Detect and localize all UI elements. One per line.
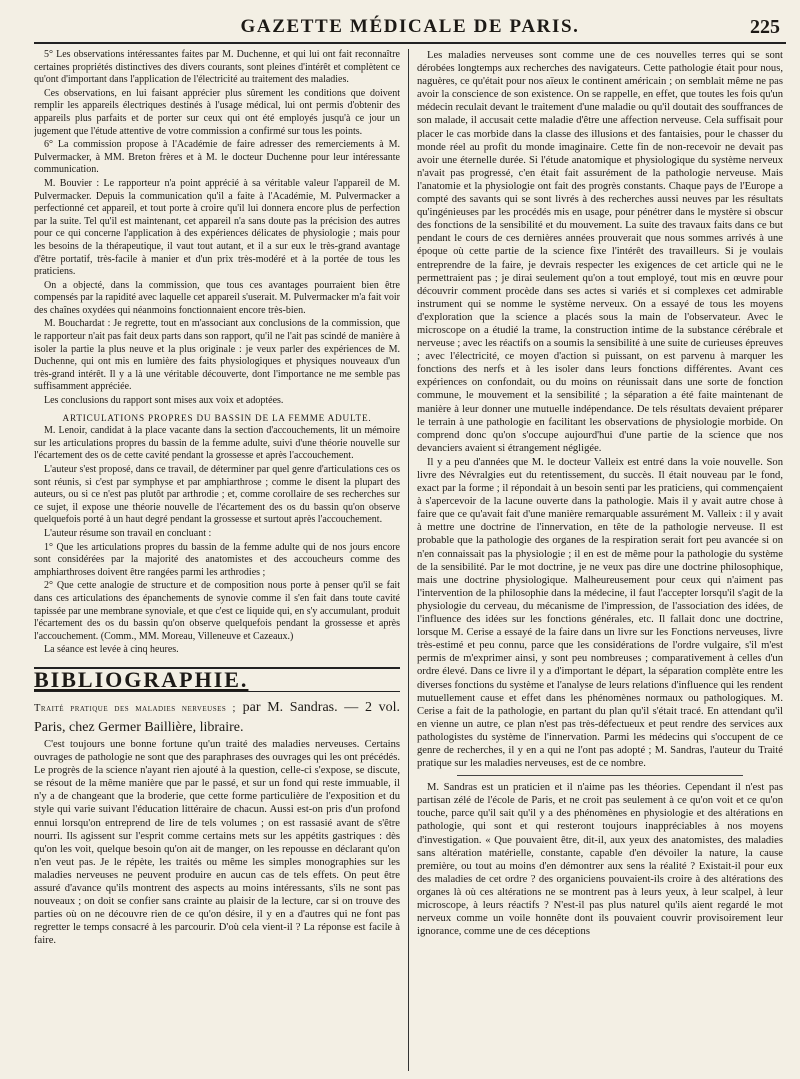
paragraph: 2° Que cette analogie de structure et de composition nous porte à penser qu'il se fait dans ces articulations des épanchements de synovie comme il s'en fait dans toute cavité tapissée par une membrane synoviale, et que c'est ce liquide qui, en s'y accumulant, produit l'écartement des os du bassin qu'on observe quelquefois pendant la grossesse et après l'accouchement. (Comm., MM. Moreau, Villeneuve et Cazeaux.) xyxy=(34,580,400,642)
paragraph: L'auteur s'est proposé, dans ce travail, de déterminer par quel genre d'articulations ces os sont réunis, si c'est par symphyse et par amphiarthrose ; comme le disent la plupart des auteurs, ou si ce n'est pas plutôt par arthrodie ; et, comme corollaire de ses recherches sur ce sujet, il expose une théorie nouvelle de l'écartement des os du bassin qu'on observe quelquefois porté à un haut degré pendant la grossesse et surtout après l'accouchement. xyxy=(34,464,400,526)
paragraph: L'auteur résume son travail en concluant : xyxy=(44,527,212,539)
bibliography-header xyxy=(34,667,400,692)
journal-title: GAZETTE MÉDICALE DE PARIS. xyxy=(240,16,580,37)
right-column xyxy=(409,49,783,1071)
paragraph: Les conclusions du rapport sont mises aux voix et adoptées. xyxy=(44,395,284,407)
book-name: Traité pratique des maladies nerveuses ; xyxy=(34,703,236,714)
paragraph: C'est toujours une bonne fortune qu'un traité des maladies nerveuses. Certains ouvrages de pathologie ne sont que des paraphrases des ouvrages qui les ont précédés. Le progrès de la science n'ayant rien ajouté à la question, celle-ci s'expose, se discute, se résout de la même manière que par le passé, et sur un fond qui reste immuable, il n'y a de changeant que la broderie, que cette forme particulière de l'exposition et du style qui varie suivant l'éducation littéraire de chacun. Aussi est-on pris d'un profond ennui lorsqu'on entreprend de lire de tels volumes ; on est rassasié avant de s'être nourri. Ils agissent sur l'esprit comme certains mets sur les appétits gastriques : dès qu'on les voit, quelque besoin qu'on ait de manger, on les repousse en déclarant qu'on n'en veut pas. Je le répète, les traités ou même les simples monographies sur les maladies nerveuses ne peuvent produire en aucun cas de tels effets. On peut être assuré d'avance qu'ils montrent des aspects au moins intéressants, s'ils ne sont pas nouveaux ; on doit se confier sans crainte au plaisir de la lecture, car si on trouve des parties où on ne découvre rien de ce qu'on désire, il y en a d'autres qui ne font pas regretter le temps consacré à les parcourir. D'où cela vient-il ? La réponse est facile à faire. xyxy=(34,739,400,947)
page-header xyxy=(34,0,786,44)
paragraph: La séance est levée à cinq heures. xyxy=(44,644,179,656)
paragraph: 5° Les observations intéressantes faites par M. Duchenne, et qui lui ont fait reconnaître certaines propriétés distinctives des divers courants, sont pleines d'intérêt et complètent ce qu'ont d'important dans l'application de l'électricité au traitement des maladies. xyxy=(34,49,400,86)
paragraph: Ces observations, en lui faisant apprécier plus sûrement les conditions que doivent remplir les appareils électriques destinés à l'usage médical, lui ont permis d'obtenir des appareils plus parfaits et de porter sur ceux qui ont été employés jusqu'à ce jour un jugement que l'étude attentive de votre commission a confirmé sur tous les points. xyxy=(34,87,400,137)
paragraph: 6° La commission propose à l'Académie de faire adresser des remerciements à M. Pulvermacker, à MM. Breton frères et à M. le docteur Duchenne pour leur intéressante communication. xyxy=(34,139,400,176)
paragraph: M. Bouchardat : Je regrette, tout en m'associant aux conclusions de la commission, que le rapporteur n'ait pas fait deux parts dans son rapport, qu'il ne l'ait pas scindé de manière à isoler la partie la plus neuve et la plus originale : je veux parler des expériences de M. Duchenne, qui ont mis en lumière des faits physiologiques et physiques nouveaux d'un très-grand intérêt. Il y a là une véritable découverte, dont l'importance ne me semble pas suffisamment appréciée. xyxy=(34,318,400,393)
bibliography-title: BIBLIOGRAPHIE. xyxy=(34,666,249,692)
paragraph: Les maladies nerveuses sont comme une de ces nouvelles terres qui se sont dérobées longtemps aux recherches des navigateurs. Cette pathologie était pour nous, naguères, ce qu'était pour nos aïeux le continent américain ; on semblait même ne pas avoir la conscience de son existence. On se rappelle, en effet, que toutes les fois qu'un médecin reculait devant le traitement d'une maladie ou qu'il doutait des souffrances de son malade, il accusait cette maladie d'être une affection nerveuse. Cela suffisait pour placer le cas morbide dans la classe des illusions et des fantaisies, pour le chasser du monde réel au profit du monde imaginaire. Cette fin de non-recevoir ne devait pas avoir une éternelle durée. Si l'étude anatomique et physiologique du système nerveux n'avait pas progressé, c'en était fait assurément de la pathologie nerveuse. Mais l'anatomie et la physiologie ont fait des progrès constants. Chaque pays de l'Europe a compté des savants qui se sont livrés à des recherches aussi neuves par les résultats qu'ingénieuses par les procédés mis en usage, pour pénétrer dans le mystère si obscur des fonctions de la sensibilité et du mouvement. La suite des travaux faits dans ce but pendant le cours de ces dernières années prouverait que nous sommes arrivés à une époque où cette partie de la science fixe l'intérêt des travailleurs. Si je voulais entreprendre de la faire, je devrais respecter les exigences de cet article qui ne le permettraient pas ; je dirai seulement qu'on a tout employé, tout mis en œuvre pour découvrir comment procède dans ses actes si variés et si complexes cet admirable instrument qui se nomme le système nerveux. On a essayé de tous les moyens d'exploration que la science a placés sous la main de l'observateur. Avec le microscope on a étudié la trame, la construction intime de la substance cérébrale et nerveuse ; avec les réactifs on a soumis la sensibilité à une suite de curieuses épreuves ; avec l'électricité, ce moyen d'action si puissant, on est parvenu à marquer les fonctions des nerfs et à les isoler dans leurs fonctions différentes. Avant ces expériences on confondait, ou du moins on réunissait dans une sorte de fonction commune, le mouvement et la sensibilité ; la séparation a été faite maintenant de manière à leur donner une mutuelle indépendance. De tels résultats devaient préparer le terrain à une pathologie en facilitant les observations de physiologie morbide. On comprend donc qu'on s'occupe aujourd'hui d'une partie de la science que nos devanciers avaient si étrangement négligée. xyxy=(417,50,783,454)
paragraph: M. Sandras est un praticien et il n'aime pas les théories. Cependant il n'est pas partisan zélé de l'école de Paris, et ne croit pas seulement à ce qu'on voit et ce qu'on touche, parce qu'il sait qu'il y a des phénomènes en physiologie et des altérations en pathologie, qui sont et qui resteront toujours inappréciables à nos moyens d'investigation. « Que pouvaient être, dit-il, aux yeux des anatomistes, des maladies sans altération matérielle, constante, capable d'en dévoiler la nature, la cause première, ou tout au moins d'en démontrer aux sens la réalité ? Existait-il pour eux des maladies de cet ordre ? des organiciens pouvaient-ils croire à des altérations des organes là où ces altérations ne se montrent pas à leurs yeux, à leur scalpel, à leur microscope, à leurs réactifs ? N'est-il pas plus naturel qu'ils aient regardé le mot nerveux comme un voile honnête dont ils pouvaient couvrir provisoirement leur ignorance, comme une de ces déceptions xyxy=(417,782,783,938)
book-publisher: par M. Sandras. — 2 vol. Paris, chez Germer Baillière, libraire. xyxy=(34,700,400,735)
separator-rule xyxy=(457,775,743,776)
paragraph: Il y a peu d'années que M. le docteur Valleix est entré dans la voie nouvelle. Son livre des Névralgies eut du retentissement, du succès. Il était nouveau par le fond, exact par la forme ; il répondait à un besoin senti par les praticiens, qui commençaient à s'apercevoir de la lacune ouverte dans la pathologie. Mais il y avait autre chose à faire que ce qu'avait fait d'une manière remarquable assurément M. Valleix : il y avait à mettre une doctrine de l'innervation, en tête de la pathologie nerveuse. Il est probable que la pathologie des organes de la respiration serait fort peu avancée si on n'en connaissait pas la physiologie ; il en est de même pour la pathologie du système de la sensibilité. Par le mot doctrine, je ne veux pas dire une doctrine philosophique, mais une doctrine physiologique. Malheureusement pour ceux qui n'aiment pas l'intervention de la philosophie dans la médecine, il faut l'accepter lorsqu'il s'agit de la physiologie du cerveau, du mécanisme de l'impression, de l'association des idées, de l'influence des idées sur les fonctions générales, etc. Il fallait donc une doctrine, lorsque M. Cerise a essayé de la faire dans un livre sur les Fonctions nerveuses, livre très-estimé et peu connu, parce que les considérations de l'ordre vulgaire, s'il m'est permis de m'exprimer ainsi, y sont peu nombreuses ; comparativement à celles d'un ordre élevé. Dans ce livre il y a d'important le départ, la séparation complète entre les diverses fonctions du système et l'analyse de leurs relations d'influence qui les rendent mutuellement cause et effet dans les phénomènes normaux ou pathologiques. M. Cerise a fait de la pathologie, en partant du plan qu'il s'était tracé. En attendant qu'il en vienne un autre, ce plan n'est pas très-défectueux et peut rendre des services aux pathologistes du système de l'innervation. Parmi les médecins qui s'occupent de ce genre de recherches, il y en a qui ne l'ont pas adopté ; M. Sandras, l'auteur du Traité pratique sur les maladies nerveuses, est de ce nombre. xyxy=(417,456,783,770)
section-heading: ARTICULATIONS PROPRES DU BASSIN DE LA FEMME ADULTE. xyxy=(62,412,372,423)
page-number: 225 xyxy=(750,16,780,38)
paragraph: On a objecté, dans la commission, que tous ces avantages pourraient bien être compensés par la rapidité avec laquelle cet appareil s'userait. M. Pulvermacker m'a fait voir des chaînes oxydées qui néanmoins fonctionnaient encore très-bien. xyxy=(34,279,400,316)
paragraph: M. Lenoir, candidat à la place vacante dans la section d'accouchements, lit un mémoire sur les articulations propres du bassin de la femme adulte, suivi d'une théorie nouvelle sur l'écartement des os de cette cavité pendant la grossesse et après l'accouchement. xyxy=(34,425,400,462)
paragraph: 1° Que les articulations propres du bassin de la femme adulte qui de nos jours encore sont considérées par la majorité des anatomistes et des accoucheurs comme des amphiarthroses doivent être rangées parmi les arthrodies ; xyxy=(34,541,400,578)
paragraph: M. Bouvier : Le rapporteur n'a point apprécié à sa véritable valeur l'appareil de M. Pulvermacker. Depuis la communication qu'il a faite à l'Académie, M. Pulvermacker a perfectionné cet appareil, et tout porte à croire qu'il lui donnera encore plus de perfection par la suite. Tel qu'il est maintenant, cet appareil n'a sans doute pas la précision des autres pour ce qui concerne l'application à des expériences délicates de physiologie ; mais pour les besoins de la thérapeutique, il vaut tout autant, et il a sur eux le très-grand avantage d'être portatif, très-facile à manier et d'un prix très-modéré et à la portée de tous les praticiens. xyxy=(34,177,400,278)
text-columns xyxy=(34,49,786,1071)
book-title xyxy=(34,698,400,737)
left-column xyxy=(34,49,408,1071)
